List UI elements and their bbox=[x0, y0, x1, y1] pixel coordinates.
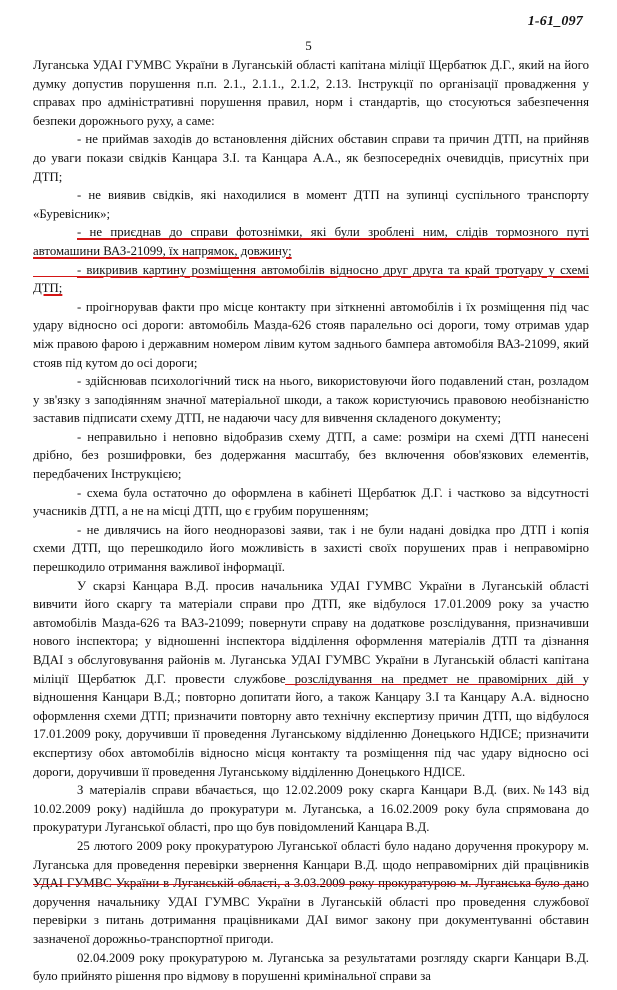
list-item-scheme-in-office: - схема була остаточно до оформлена в кабінеті Щербатюк Д.Г. і частково за відсутності учасників ДТП, а не на місці ДТП, що є грубим порушенням; bbox=[33, 485, 589, 519]
list-item-psychological-pressure: - здійснював психологічний тиск на нього, використовуючи його подавлений стан, розладом у зв'язку з заподіянням значної матеріальної шкоди, а також користуючись правовою необізнаністю заставив підписати схему ДТП, не надаючи часу для вивчення складеного документу; bbox=[33, 374, 589, 426]
document-body bbox=[33, 56, 589, 986]
document-page-id: 1-61_097 bbox=[527, 14, 583, 29]
list-item-photos-not-attached: - не приєднав до справи фотознімки, які були зроблені ним, слідів тормозного путі автомашини ВАЗ-21099, їх напрямок, довжину; bbox=[33, 225, 589, 258]
list-item-incorrect-scheme: - неправильно і неповно відобразив схему ДТП, а саме: розміри на схемі ДТП нанесені дрібно, без розшифровки, без додержання масштабу, без включення обов'язкових елементів, передбачених Інструкцією; bbox=[33, 429, 589, 482]
list-item-witnesses-not-found: - не виявив свідків, які находилися в момент ДТП на зупинці суспільного транспорту «Буревісник»; bbox=[33, 188, 589, 221]
red-underline-mark bbox=[285, 684, 585, 685]
list-item-distorted-scheme: - викривив картину розміщення автомобілів відносно друг друга та край тротуару у схемі ДТП; bbox=[33, 262, 589, 296]
list-item-not-established-circumstances: - не приймав заходів до встановлення дійсних обставин справи та причин ДТП, на прийняв до уваги покази свідків Канцара З.І. та Канцара А.А., як безпосередніх очевидців, присутніх при ДТП; bbox=[33, 132, 589, 184]
page-number: 5 bbox=[305, 38, 312, 53]
paragraph-prosecutor-order: 25 лютого 2009 року прокуратурою Луганської області було надано доручення прокурору м. Луганська для проведення перевірки звернення Канцари В.Д. щодо неправомірних дій працівників УДАІ ГУМВС України в Луганській області, а 3.03.2009 року прокуратурою м. Луганська було дано доручення начальнику УДАІ ГУМВС України в Луганській області про проведення службової перевірки з питань дотримання працівниками ДАІ вимог закону при документуванні обставин зазначеної дорожньо-транспортної пригоди. bbox=[33, 838, 589, 946]
list-item-documents-not-provided: - не дивлячись на його неодноразові заяви, так і не були надані довідка про ДТП і копія схеми ДТП, що перешкодило його можливість в захисті своїх порушених прав і неправомірно перешкодило отримання важливої інформації. bbox=[33, 522, 589, 575]
paragraph-continuation: Луганська УДАІ ГУМВС України в Луганській області капітана міліції Щербатюк Д.Г., який на його думку допустив порушення п.п. 2.1., 2.1.1., 2.1.2, 2.13. Інструкції по організації провадження у справах про адміністративні порушення правил, норм і стандартів, що стосуються забезпечення безпеки дорожнього руху, а саме: bbox=[33, 58, 589, 128]
paragraph-refusal-decision: 02.04.2009 року прокуратурою м. Луганська за результатами розгляду скарги Канцари В.Д. було прийнято рішення про відмову в порушенні кримінальної справи за bbox=[33, 950, 589, 984]
red-underline-mark bbox=[33, 884, 583, 885]
red-underline-mark bbox=[33, 276, 553, 277]
list-item-ignored-contact-facts: - проігнорував факти про місце контакту при зіткненні автомобілів і їх розміщення під час удару відносно осі дороги: автомобіль Мазда-626 стояв паралельно осі дороги, тому отримав удар між правою фарою і державним номером лівим кутом заднього бампера автомобіля ВАЗ-21099, який стояв під кутом до осі дороги; bbox=[33, 299, 589, 370]
paragraph-complaint-requests: У скарзі Канцара В.Д. просив начальника УДАІ ГУМВС України в Луганській області вивчити його скаргу та матеріали справи про ДТП, яке відбулося 17.01.2009 року за участю автомобілів Мазда-626 та ВАЗ-21099; повернути справу на додаткове розслідування, призначивши нового інспектора; у відношенні інспектора відділення оформлення матеріалів ДТП та дізнання ВДАІ з обслуговування районів м. Луганська УДАІ ГУМВС України в Луганській області капітана міліції Щербатюк Д.Г. провести службове розслідування на предмет не правомірних дій у відношення Канцари В.Д.; повторно допитати його, а також Канцару З.І та Канцару А.А. відносно оформлення схеми ДТП; призначити повторну авто технічну експертизу причин ДТП, що відбулося 17.01.2009 року, доручивши її проведення Луганському відділенню Донецького НДІСЕ; призначити експертизу обох автомобілів відносно місця контакту та розміщення під час удару відносно осі дороги, доручивши її проведення Луганському відділенню Донецького НДІСЕ. bbox=[33, 578, 589, 779]
paragraph-case-materials: З матеріалів справи вбачається, що 12.02.2009 року скарга Канцари В.Д. (вих.№143 від 10.02.2009 року) надійшла до прокуратури м. Луганська, а 16.02.2009 року була спрямована до прокуратури Луганської області, про що був повідомлений Канцара В.Д. bbox=[33, 783, 589, 835]
